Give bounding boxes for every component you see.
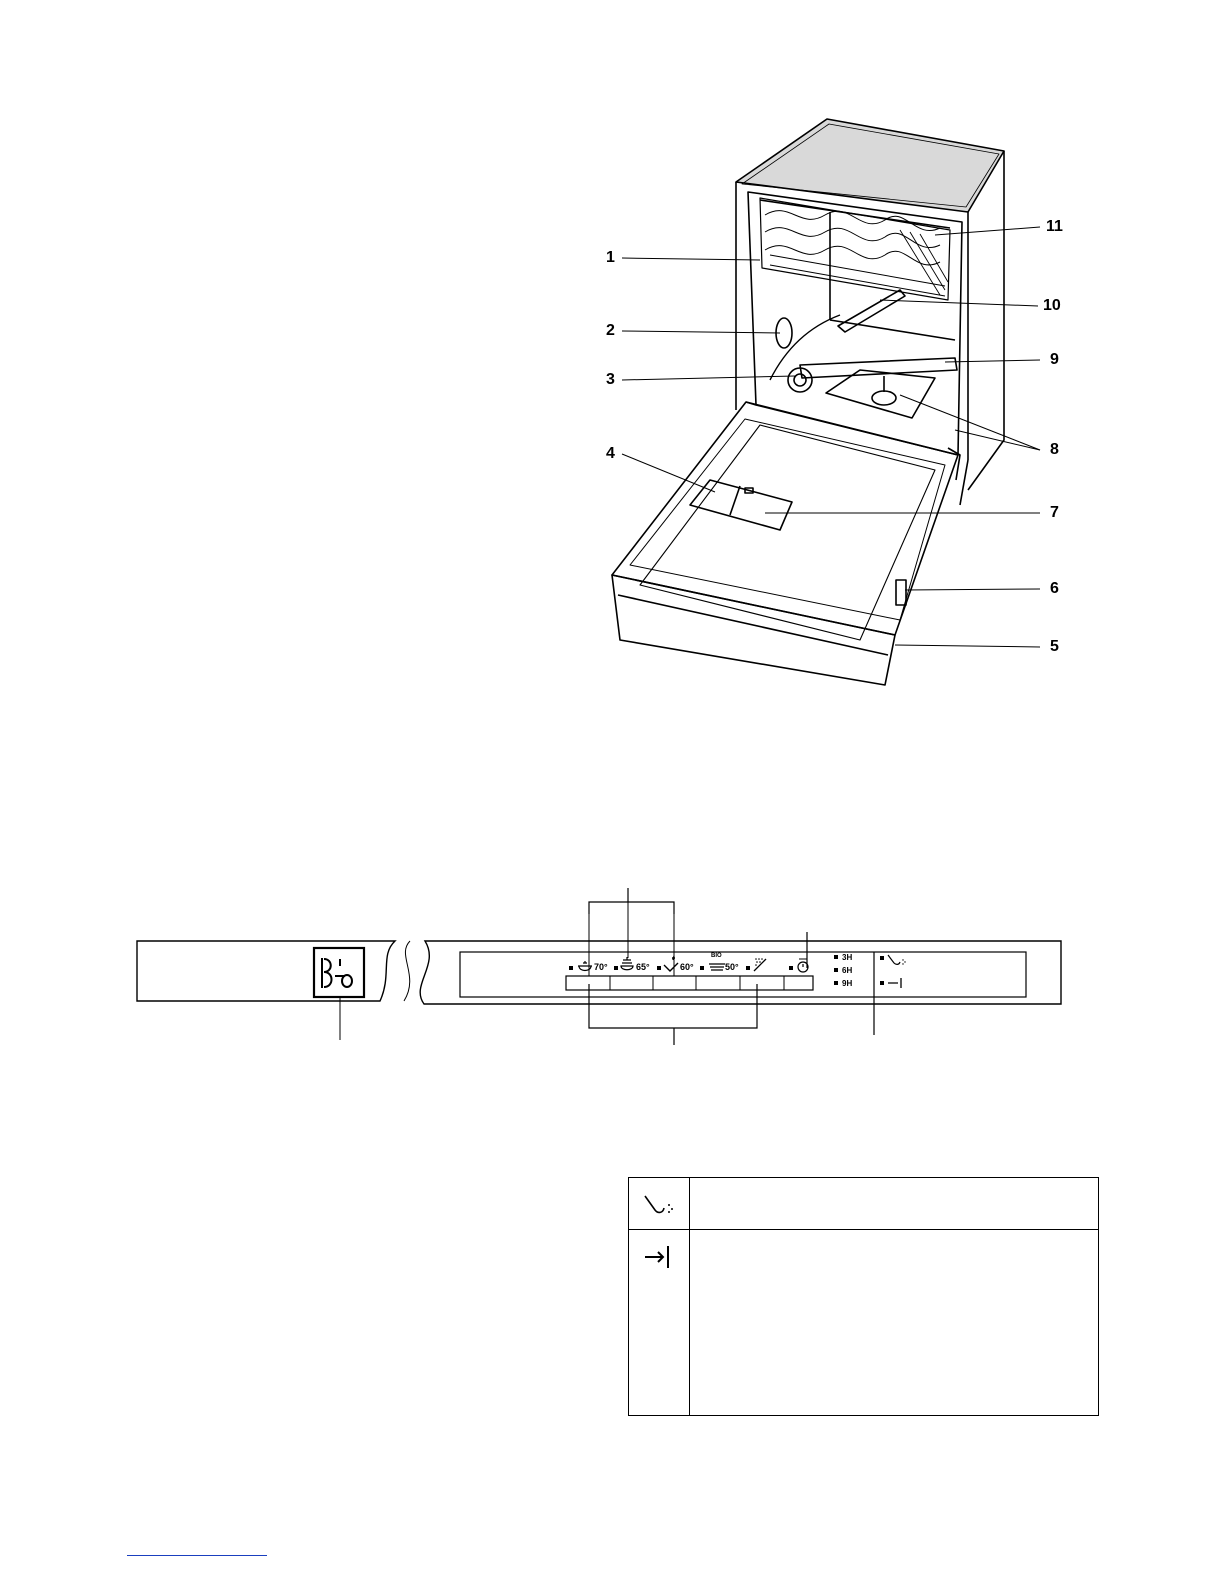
legend-row-salt [629, 1178, 1098, 1230]
delay-3h: 3H [842, 953, 853, 962]
program-temp-65: 65° [636, 962, 650, 972]
delay-6h: 6H [842, 966, 853, 975]
callout-6: 6 [1050, 580, 1059, 597]
callout-1: 1 [606, 249, 615, 266]
legend-row-end [629, 1230, 1098, 1415]
salt-indicator-icon [641, 1190, 677, 1220]
callout-11: 11 [1046, 218, 1063, 235]
worktop [736, 119, 1004, 212]
callout-5: 5 [1050, 638, 1059, 655]
end-indicator-icon [641, 1242, 677, 1272]
delay-9h: 9H [842, 979, 853, 988]
control-panel-diagram [0, 880, 1224, 1050]
plate-pot-icon [619, 956, 635, 974]
callout-9: 9 [1050, 351, 1059, 368]
program-temp-50: 50° [725, 962, 739, 972]
end-indicator-icon [887, 977, 905, 989]
bio-tag: BIO [711, 953, 722, 959]
delay-timer-icon [796, 956, 810, 974]
callout-10: 10 [1043, 297, 1061, 314]
salt-indicator-icon [887, 953, 909, 967]
callout-2: 2 [606, 322, 615, 339]
callout-4: 4 [606, 445, 615, 462]
pot-icon [577, 958, 593, 974]
callout-8: 8 [1050, 441, 1059, 458]
glass-icon [662, 955, 680, 974]
rinse-icon [752, 956, 768, 972]
dishwasher-illustration [0, 0, 1224, 720]
footer-link-underline[interactable] [127, 1555, 267, 1556]
program-temp-70: 70° [594, 962, 608, 972]
bio-plates-icon [708, 960, 726, 974]
callout-7: 7 [1050, 504, 1059, 521]
callout-3: 3 [606, 371, 615, 388]
indicator-legend-table [628, 1177, 1099, 1416]
program-temp-60: 60° [680, 962, 694, 972]
